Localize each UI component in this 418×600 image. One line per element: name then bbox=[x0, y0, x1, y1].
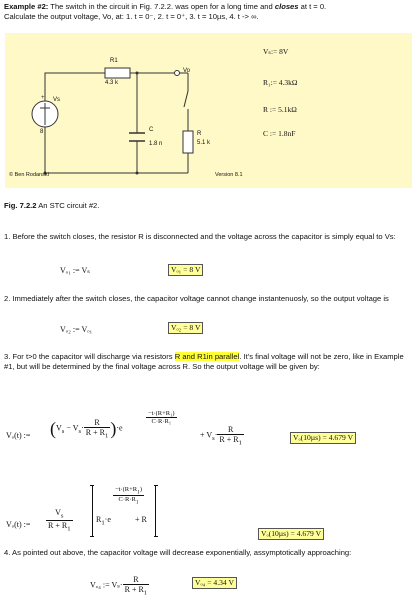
step1-result: Vₒ₁ = 8 V bbox=[168, 264, 203, 276]
step4-text: 4. As pointed out above, the capacitor voltage will decrease exponentially, assymptotically approaching: bbox=[4, 548, 352, 557]
step3-eq2-bracket: $\frac{-t\cdot(R+R_1)}{C\cdot R\cdot R_1}$ $R_1\cdot e$ + R bbox=[92, 485, 156, 537]
step3-eq1-body: ($V_s - V_s\cdot$ $\frac{R}{R + R_1}$ )·e bbox=[50, 418, 123, 440]
r1-value: 4.3 k bbox=[105, 80, 119, 86]
figure-caption-text: An STC circuit #2. bbox=[36, 201, 100, 210]
step2-text: 2. Immediately after the switch closes, the capacitor voltage cannot change instantenuosly, so the output voltage is bbox=[4, 294, 389, 303]
param-r: R := 5.1kΩ bbox=[263, 105, 297, 114]
circuit-panel bbox=[5, 33, 412, 188]
step3-eq2-lhs: Vₒ(t) := bbox=[6, 520, 31, 529]
eq1-exp-den: C·R·R₁ bbox=[151, 418, 172, 425]
step2-equation: Vₒ₂ := Vₒ₁ bbox=[60, 325, 93, 334]
r1-label: R1 bbox=[110, 58, 118, 64]
problem-line2: Calculate the output voltage, Vo, at: 1. t = 0⁻, 2. t = 0⁺, 3. t = 10µs, 4. t -> ∞. bbox=[4, 12, 259, 21]
step2-result: Vₒ₂ = 8 V bbox=[168, 322, 203, 334]
step4-eq-lhs: Vₒ₄ := Vₛ· bbox=[90, 580, 123, 590]
step3-highlight: R and R1in parallel bbox=[174, 352, 240, 361]
step4-result: Vₒ₄ = 4.34 V bbox=[192, 577, 237, 589]
author-credit: © Ben Rodanski bbox=[9, 172, 49, 178]
step3-eq1-lhs: Vₒ(t) := bbox=[6, 431, 31, 440]
step3-text-post: . It's final voltage will not be zero, like in Example #1, but will be determined by the final voltage across R. So the output voltage will be given by: bbox=[4, 352, 404, 371]
c-label: C bbox=[149, 127, 154, 133]
param-vs: Vₛ:= 8V bbox=[263, 47, 289, 56]
step3-text bbox=[4, 352, 414, 372]
c-value: 1.8 n bbox=[149, 141, 163, 147]
example-title: Example #2: bbox=[4, 2, 49, 11]
version-label: Version 8.1 bbox=[215, 172, 243, 178]
step4-equation: Vₒ₄ := Vₛ· $\frac{R}{R + R_1}$ bbox=[90, 575, 148, 597]
step3-eq2-frac: $\frac{V_s}{R + R_1}$ bbox=[48, 508, 71, 533]
vs-value: 8 bbox=[40, 129, 44, 135]
r-label: R bbox=[197, 131, 202, 137]
param-c: C := 1.8nF bbox=[263, 129, 296, 138]
step3-eq2-result: Vₒ(10µs) = 4.679 V bbox=[258, 528, 324, 540]
step3-eq1-exponent bbox=[146, 410, 177, 425]
vo-label: Vo bbox=[183, 68, 191, 74]
vs-label: Vs bbox=[53, 97, 61, 103]
problem-statement bbox=[4, 2, 416, 22]
closes-emphasis: closes bbox=[274, 2, 299, 11]
eq1-exp-num: −t·(R+R₁) bbox=[148, 410, 175, 417]
param-r1: R₁:= 4.3kΩ bbox=[263, 78, 298, 87]
step1-text: 1. Before the switch closes, the resistor R is disconnected and the voltage across the capacitor is simply equal to Vs: bbox=[4, 232, 396, 241]
circuit-diagram bbox=[5, 33, 412, 188]
figure-label: Fig. 7.2.2 bbox=[4, 201, 37, 210]
svg-text:+: + bbox=[41, 95, 45, 101]
figure-caption bbox=[4, 201, 99, 211]
step3-eq1-tail: + $V_s\cdot$ $\frac{R}{R + R_1}$ bbox=[200, 425, 242, 447]
problem-line1: The switch in the circuit in Fig. 7.2.2. was open for a long time and bbox=[48, 2, 275, 11]
step3-text-pre: 3. For t>0 the capacitor will discharge via resistors bbox=[4, 352, 175, 361]
step3-eq1-result: Vₒ(10µs) = 4.679 V bbox=[290, 432, 356, 444]
author-name: Ben Rodanski bbox=[14, 172, 49, 178]
step1-equation: Vₒ₁ := Vₛ bbox=[60, 266, 90, 275]
r-value: 5.1 k bbox=[197, 140, 211, 146]
problem-line1-tail: at t = 0. bbox=[298, 2, 327, 11]
